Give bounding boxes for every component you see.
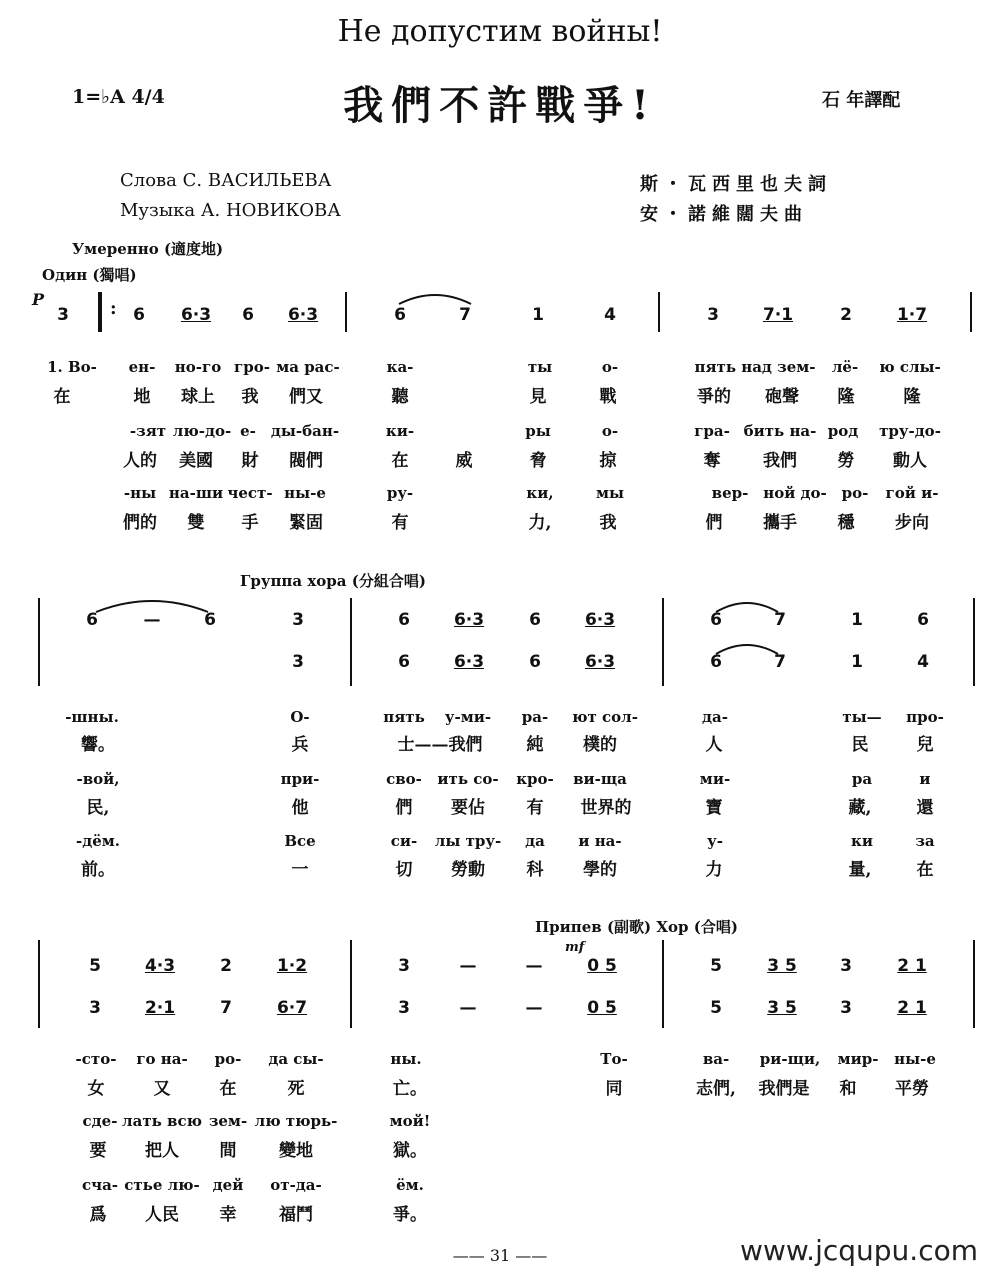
repeat-bar (98, 292, 102, 332)
music-credit-zh: 安・諾維闊夫曲 (640, 204, 808, 225)
lyric: 1. Во- (47, 358, 97, 376)
lyric: ка- (386, 358, 414, 376)
lyric: 寶 (705, 798, 723, 818)
lyric: 把人 (145, 1141, 179, 1161)
music-credit-ru: Музыка А. НОВИКОВА (120, 200, 341, 221)
note: 6 (529, 652, 541, 672)
note: 6·3 (453, 610, 485, 630)
lyric: 在 (53, 387, 71, 407)
lyric: 福鬥 (279, 1205, 313, 1225)
note: — (143, 610, 161, 630)
lyric: вер- (711, 484, 749, 502)
note: 1 (851, 652, 863, 672)
lyric: 響。 (81, 735, 115, 755)
lyric: 們的 (123, 513, 157, 533)
note: 6·7 (276, 998, 308, 1018)
note: 6 (394, 305, 406, 325)
lyric: -дём. (75, 832, 121, 850)
note: 6·3 (584, 652, 616, 672)
note: 6 (529, 610, 541, 630)
lyric: 爭。 (393, 1205, 427, 1225)
note: 2 (220, 956, 232, 976)
lyric: 地 (133, 387, 151, 407)
lyric: -ны (123, 484, 157, 502)
lyric: дей (212, 1176, 244, 1194)
lyric: ру- (386, 484, 414, 502)
lyric: зем- (208, 1112, 248, 1130)
note: 3 (840, 998, 852, 1018)
lyric: 學的 (583, 860, 617, 880)
lyric: 爭的 (697, 387, 731, 407)
dynamic-p: P (32, 290, 45, 309)
note: 7 (220, 998, 232, 1018)
lyric: 財 (241, 451, 259, 471)
solo-marking: Один (獨唱) (42, 266, 137, 284)
lyric: ной до- (763, 484, 827, 502)
note: 7 (459, 305, 471, 325)
note: 3 (292, 610, 304, 630)
lyric: и (919, 770, 931, 788)
note: 5 (710, 956, 722, 976)
lyric: 樸的 (583, 735, 617, 755)
lyric: 科 (526, 860, 544, 880)
lyric: ить со- (437, 770, 499, 788)
lyric: 穩 (837, 513, 855, 533)
lyric: 女 (87, 1079, 105, 1099)
lyric: о- (601, 422, 619, 440)
lyric: Все (284, 832, 316, 850)
lyric: ны-е (284, 484, 326, 502)
lyric: 力, (528, 513, 552, 533)
lyric: ю слы- (879, 358, 941, 376)
note: 7·1 (762, 305, 794, 325)
note: 4·3 (144, 956, 176, 976)
tie-slur (712, 640, 782, 656)
lyric: ви-ща (573, 770, 627, 788)
lyric: ры (525, 422, 551, 440)
lyric: 隆 (903, 387, 921, 407)
lyric: 砲聲 (765, 387, 799, 407)
tie-slur (395, 290, 475, 306)
lyric: род (827, 422, 859, 440)
note: 3 (840, 956, 852, 976)
lyric: 球上 (181, 387, 215, 407)
lyric: 攜手 (763, 513, 797, 533)
lyric: ки (851, 832, 873, 850)
note: 3 (89, 998, 101, 1018)
lyric: ём. (396, 1176, 424, 1194)
lyric: 閥們 (289, 451, 323, 471)
lyric: О- (290, 708, 310, 726)
note: 6·3 (287, 305, 319, 325)
title-russian: Не допустим войны! (337, 14, 663, 49)
lyric: ро- (214, 1050, 242, 1068)
note: 6 (204, 610, 216, 630)
lyric: 量, (848, 860, 872, 880)
lyric: 奪 (703, 451, 721, 471)
lyric: 在 (219, 1079, 237, 1099)
note: 2·1 (144, 998, 176, 1018)
lyric: 獄。 (393, 1141, 427, 1161)
lyric: 聽 (391, 387, 409, 407)
lyric: лю тюрь- (254, 1112, 338, 1130)
lyric: 要 (89, 1141, 107, 1161)
lyric: ро- (841, 484, 869, 502)
note: 4 (604, 305, 616, 325)
lyric: -вой, (76, 770, 120, 788)
lyric: 隆 (837, 387, 855, 407)
lyric: 戰 (599, 387, 617, 407)
lyric: 在 (391, 451, 409, 471)
lyric: на-ши (168, 484, 224, 502)
lyric: про- (906, 708, 944, 726)
lyric: ды-бан- (270, 422, 340, 440)
lyric: мир- (837, 1050, 879, 1068)
lyric: 平勞 (895, 1079, 929, 1099)
lyric: стье лю- (124, 1176, 200, 1194)
lyric: ра (851, 770, 873, 788)
lyric: 威 (455, 451, 473, 471)
note: 5 (710, 998, 722, 1018)
lyric: 兵 (291, 735, 309, 755)
note: 7 (774, 652, 786, 672)
lyric: ра- (521, 708, 549, 726)
note: 1 (532, 305, 544, 325)
note: — (459, 956, 477, 976)
barline (662, 940, 664, 1028)
lyric: ты— (842, 708, 882, 726)
lyric: 士——我們 (397, 735, 483, 755)
note: 6 (398, 610, 410, 630)
lyric: 美國 (179, 451, 213, 471)
lyric: лю-до- (172, 422, 232, 440)
note: 3 (398, 956, 410, 976)
lyric: 世界的 (580, 798, 632, 818)
tempo-marking: Умеренно (適度地) (72, 240, 224, 258)
lyric: да (525, 832, 545, 850)
lyric: 要佔 (451, 798, 485, 818)
lyric: 雙 (187, 513, 205, 533)
lyric: ты (527, 358, 553, 376)
lyric: 幸 (219, 1205, 237, 1225)
lyric: ва- (702, 1050, 730, 1068)
barline (973, 940, 975, 1028)
note: 6·3 (584, 610, 616, 630)
lyric: лать всю (122, 1112, 202, 1130)
lyric: го на- (136, 1050, 188, 1068)
note: 0 5 (587, 998, 617, 1018)
translator-credit: 石 年譯配 (822, 90, 901, 111)
lyric: -шны. (65, 708, 119, 726)
lyric: 人的 (123, 451, 157, 471)
note: 6·3 (180, 305, 212, 325)
lyric: 間 (219, 1141, 237, 1161)
note: 3 (707, 305, 719, 325)
lyric: 民 (851, 735, 869, 755)
lyric: гро- (234, 358, 270, 376)
lyric: ки- (385, 422, 415, 440)
lyric: пять (383, 708, 425, 726)
barline (658, 292, 660, 332)
lyric: при- (280, 770, 320, 788)
note: 3 5 (767, 956, 797, 976)
note: — (525, 956, 543, 976)
note: 3 (57, 305, 69, 325)
title-chinese: 我們不許戰爭! (343, 82, 657, 129)
lyric: 勞動 (451, 860, 485, 880)
note: 2 (840, 305, 852, 325)
lyric: сво- (386, 770, 422, 788)
lyric: 們 (705, 513, 723, 533)
note: 6 (133, 305, 145, 325)
note: 6 (710, 652, 722, 672)
lyric: е- (240, 422, 256, 440)
lyric: мой! (389, 1112, 431, 1130)
note: 2 1 (897, 998, 927, 1018)
note: 4 (917, 652, 929, 672)
lyric: и на- (578, 832, 622, 850)
lyric: ны-е (894, 1050, 936, 1068)
lyric: 我們是 (758, 1079, 810, 1099)
lyrics-credit-zh: 斯・瓦西里也夫詞 (640, 174, 832, 195)
note: 6 (242, 305, 254, 325)
note: 3 5 (767, 998, 797, 1018)
lyric: 步向 (895, 513, 929, 533)
lyric: 力 (705, 860, 723, 880)
lyric: -сто- (75, 1050, 117, 1068)
dynamic-mf: mf (565, 940, 585, 955)
lyric: 們又 (289, 387, 323, 407)
lyric: ма рас- (276, 358, 340, 376)
group-choir-marking: Группа хора (分組合唱) (240, 572, 426, 590)
note: 1·2 (276, 956, 308, 976)
note: 0 5 (587, 956, 617, 976)
note: 1 (851, 610, 863, 630)
lyric: 和 (839, 1079, 857, 1099)
lyric: ки, (526, 484, 554, 502)
lyric: ны. (390, 1050, 422, 1068)
lyric: 緊固 (289, 513, 323, 533)
barline (345, 292, 347, 332)
lyric: 兒 (916, 735, 934, 755)
lyric: 在 (916, 860, 934, 880)
lyric: 有 (526, 798, 544, 818)
lyric: 亡。 (393, 1079, 427, 1099)
tie-slur (712, 598, 782, 614)
barline (662, 598, 664, 686)
lyric: 純 (526, 735, 544, 755)
lyric: да- (702, 708, 728, 726)
note: 2 1 (897, 956, 927, 976)
page-number: —— 31 —— (452, 1246, 548, 1265)
note: 6 (398, 652, 410, 672)
lyric: 藏, (848, 798, 872, 818)
lyric: лы тру- (434, 832, 502, 850)
lyric: 手 (241, 513, 259, 533)
lyric: тру-до- (879, 422, 941, 440)
lyric: лё- (831, 358, 859, 376)
lyric: пять над зем- (694, 358, 816, 376)
lyric: 掠 (599, 451, 617, 471)
note: 6 (917, 610, 929, 630)
lyric: 一 (291, 860, 309, 880)
lyric: 我 (599, 513, 617, 533)
lyric: 他 (291, 798, 309, 818)
note: — (525, 998, 543, 1018)
lyric: 人 (705, 735, 723, 755)
lyric: 人民 (145, 1205, 179, 1225)
lyric: да сы- (268, 1050, 324, 1068)
lyric: бить на- (743, 422, 817, 440)
lyric: 見 (529, 387, 547, 407)
barline (38, 598, 40, 686)
lyric: 爲 (89, 1205, 107, 1225)
lyric: 又 (153, 1079, 171, 1099)
lyric: ют сол- (572, 708, 638, 726)
lyric: 還 (916, 798, 934, 818)
barline (350, 598, 352, 686)
lyric: 我們 (763, 451, 797, 471)
note: 3 (398, 998, 410, 1018)
chorus-marking: Припев (副歌) Хор (合唱) (535, 918, 738, 936)
lyric: 志們, (696, 1079, 736, 1099)
lyric: 脅 (529, 451, 547, 471)
key-signature: 1=♭A 4/4 (72, 86, 165, 108)
note: 3 (292, 652, 304, 672)
barline (973, 598, 975, 686)
barline (38, 940, 40, 1028)
lyric: 民, (86, 798, 110, 818)
lyric: сде- (82, 1112, 118, 1130)
lyric: 我 (241, 387, 259, 407)
lyric: 們 (395, 798, 413, 818)
lyric: 變地 (279, 1141, 313, 1161)
barline (970, 292, 972, 332)
lyric: 動人 (893, 451, 927, 471)
repeat-dots: : (110, 298, 117, 319)
note: 6 (86, 610, 98, 630)
lyric: сча- (81, 1176, 119, 1194)
lyric: но-го (174, 358, 222, 376)
lyric: 前。 (81, 860, 115, 880)
note: 1·7 (896, 305, 928, 325)
lyric: от-да- (270, 1176, 322, 1194)
lyric: 同 (605, 1079, 623, 1099)
note: 6·3 (453, 652, 485, 672)
lyric: 切 (395, 860, 413, 880)
lyric: у- (707, 832, 723, 850)
lyric: мы (595, 484, 625, 502)
lyric: о- (601, 358, 619, 376)
lyric: ри-щи, (759, 1050, 821, 1068)
lyric: 有 (391, 513, 409, 533)
lyric: гой и- (885, 484, 939, 502)
lyric: гра- (694, 422, 730, 440)
lyric: си- (390, 832, 418, 850)
lyric: у-ми- (444, 708, 492, 726)
lyric: 勞 (837, 451, 855, 471)
note: 6 (710, 610, 722, 630)
lyric: То- (600, 1050, 628, 1068)
watermark: www.jcqupu.com (740, 1234, 978, 1267)
lyric: 死 (287, 1079, 305, 1099)
lyric: чест- (227, 484, 273, 502)
lyric: -зят (129, 422, 167, 440)
lyric: ми- (699, 770, 731, 788)
lyric: кро- (516, 770, 554, 788)
note: 7 (774, 610, 786, 630)
lyrics-credit-ru: Слова С. ВАСИЛЬЕВА (120, 170, 332, 191)
lyric: ен- (128, 358, 156, 376)
lyric: за (915, 832, 935, 850)
barline (350, 940, 352, 1028)
note: 5 (89, 956, 101, 976)
note: — (459, 998, 477, 1018)
